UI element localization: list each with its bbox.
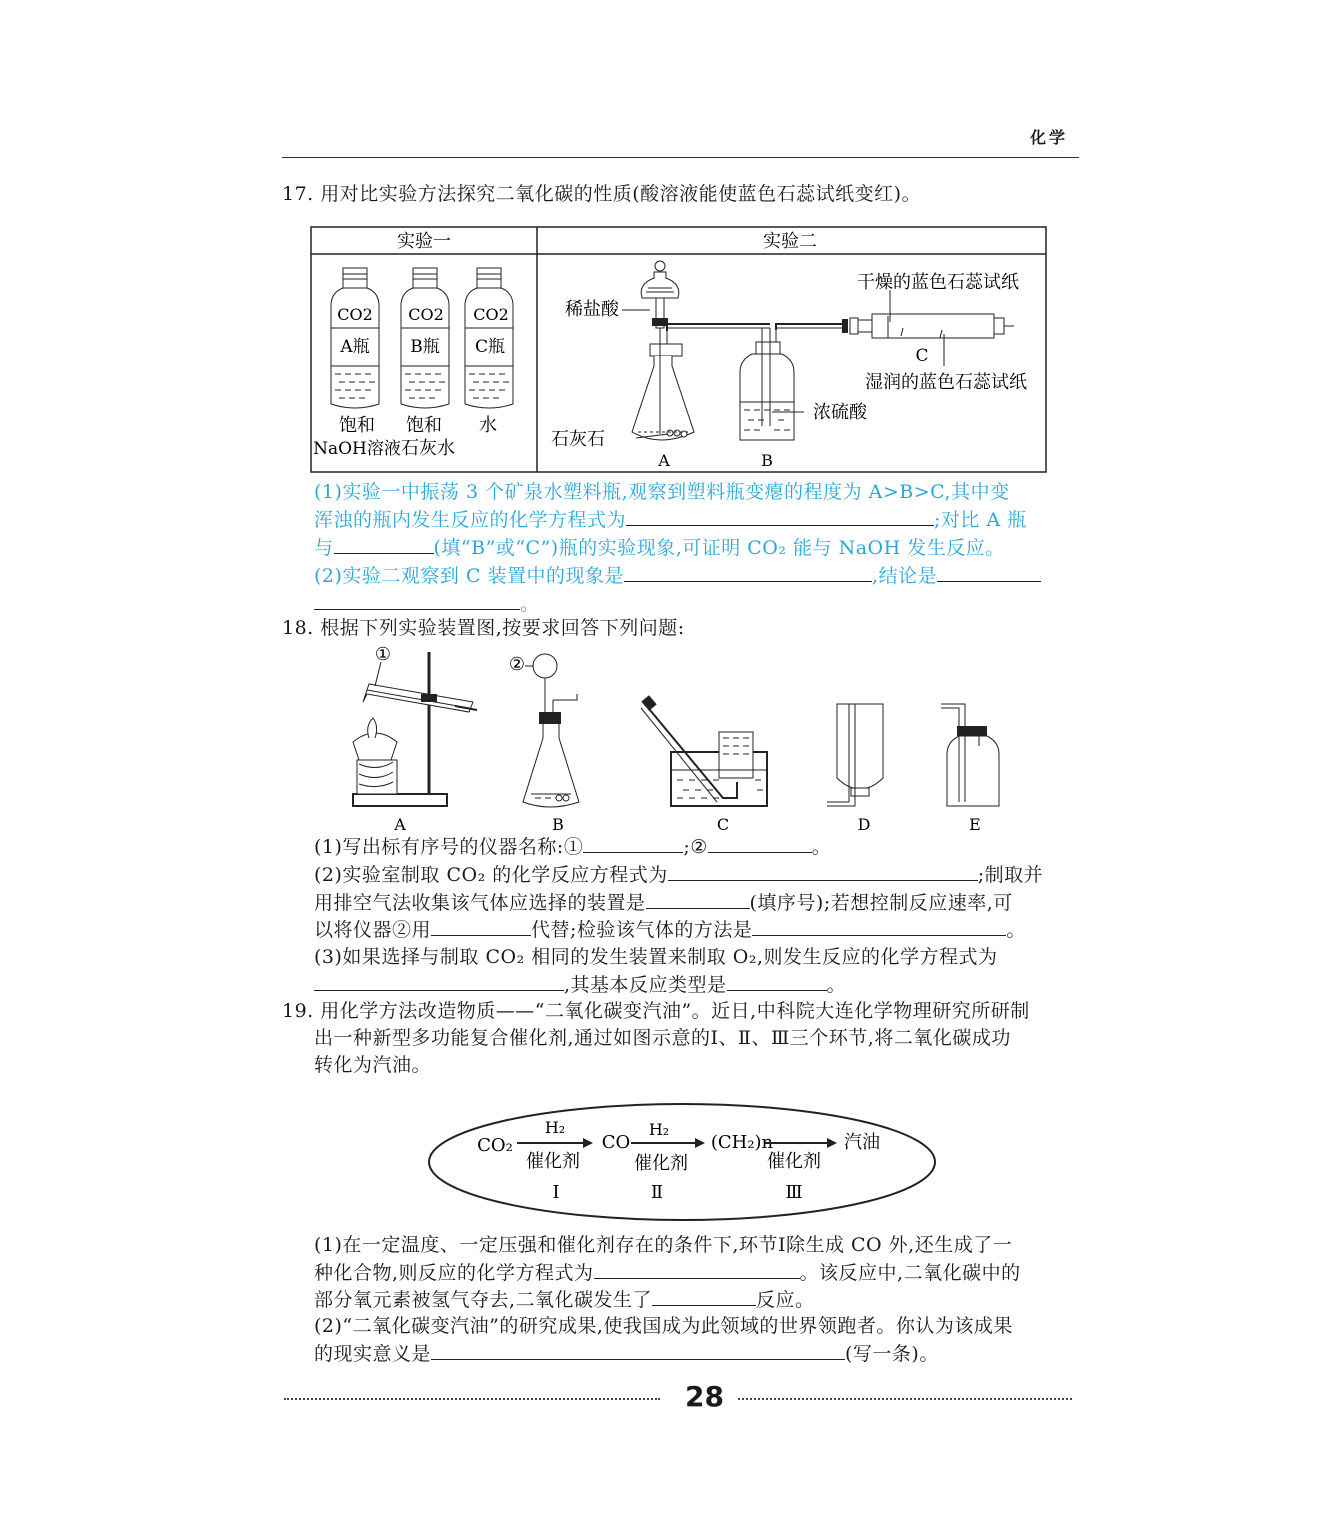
apparatus-a xyxy=(353,644,477,806)
q18-stem: 18. 根据下列实验装置图,按要求回答下列问题: xyxy=(282,617,685,639)
q19-p1-l2a: 种化合物,则反应的化学方程式为 xyxy=(314,1262,594,1284)
label-c: C xyxy=(716,815,730,834)
bottle-b-gas: CO2 xyxy=(408,305,444,324)
diagram-gasoline: 汽油 xyxy=(844,1132,880,1153)
q17-p2-l1b: ,结论是 xyxy=(872,565,938,587)
q19-significance-blank[interactable] xyxy=(431,1339,845,1360)
q18-p1 xyxy=(314,832,831,861)
page-number: 28 xyxy=(685,1380,724,1413)
diagram-step-2: Ⅱ xyxy=(650,1182,664,1203)
q19-p1-l3 xyxy=(314,1285,815,1314)
diagram-co2: CO₂ xyxy=(477,1135,513,1156)
bottle-b-liquid-1: 饱和 xyxy=(406,415,442,436)
marker-2: ② xyxy=(508,654,526,675)
bottle-c-gas: CO2 xyxy=(473,305,509,324)
label-wet-paper: 湿润的蓝色石蕊试纸 xyxy=(865,372,1027,393)
bottle-b xyxy=(401,268,455,459)
exp1-header: 实验一 xyxy=(397,231,451,252)
diagram-h2-1: H₂ xyxy=(544,1118,566,1137)
label-acid: 稀盐酸 xyxy=(565,299,619,320)
q17-p2-l2: 。 xyxy=(520,593,540,615)
diagram-catalyst-1: 催化剂 xyxy=(526,1151,580,1172)
q17-p1-l3 xyxy=(314,533,1005,562)
q18-p1a: (1)写出标有序号的仪器名称:① xyxy=(314,836,584,858)
label-dry-paper: 干燥的蓝色石蕊试纸 xyxy=(857,272,1019,293)
q18-p3-l2 xyxy=(314,970,846,999)
q18-instrument-2-blank[interactable] xyxy=(708,832,812,853)
bottle-a-liquid-1: 饱和 xyxy=(339,415,375,436)
label-sulfuric: 浓硫酸 xyxy=(813,402,867,423)
q17-p1-l3b: (填“B”或“C”)瓶的实验现象,可证明 CO₂ 能与 NaOH 发生反应。 xyxy=(433,537,1005,559)
q18-p3-l1: (3)如果选择与制取 CO₂ 相同的发生装置来制取 O₂,则发生反应的化学方程式为 xyxy=(314,946,998,968)
diagram-catalyst-2: 催化剂 xyxy=(634,1153,688,1174)
q17-conclusion-blank-1[interactable] xyxy=(937,561,1041,582)
q18-reaction-type-blank[interactable] xyxy=(727,970,827,991)
q18-test-method-blank[interactable] xyxy=(752,915,1006,936)
q19-equation-blank[interactable] xyxy=(594,1258,800,1279)
q18-replace-blank[interactable] xyxy=(431,915,531,936)
q19-p1-l2b: 。该反应中,二氧化碳中的 xyxy=(799,1262,1021,1284)
label-tube-c: C xyxy=(915,346,929,366)
q17-p2-l1 xyxy=(314,561,1041,590)
bottle-c-name: C瓶 xyxy=(474,337,506,357)
label-a: A xyxy=(394,815,406,834)
q19-p2-l2b: (写一条)。 xyxy=(845,1343,939,1365)
q17-stem: 17. 用对比实验方法探究二氧化碳的性质(酸溶液能使蓝色石蕊试纸变红)。 xyxy=(282,183,922,205)
q17-p1-l2a: 浑浊的瓶内发生反应的化学方程式为 xyxy=(314,509,627,531)
q17-p1-l3a: 与 xyxy=(314,537,334,559)
q18-device-blank[interactable] xyxy=(646,888,750,909)
label-e: E xyxy=(969,815,981,834)
q17-conclusion-blank-2[interactable] xyxy=(314,589,520,610)
apparatus-b xyxy=(509,654,579,807)
label-bottle-b: B xyxy=(761,451,773,470)
marker-1: ① xyxy=(374,644,392,665)
footer-dots-left xyxy=(284,1398,660,1400)
q19-stem-l3: 转化为汽油。 xyxy=(314,1054,432,1076)
q18-p2-l1b: ;制取并 xyxy=(977,864,1044,886)
q19-stem-l1: 19. 用化学方法改造物质——“二氧化碳变汽油”。近日,中科院大连化学物理研究所研制 xyxy=(282,1000,1030,1022)
q18-p2-l1a: (2)实验室制取 CO₂ 的化学反应方程式为 xyxy=(314,864,668,886)
q18-p2-l1 xyxy=(314,860,1043,889)
bottle-a xyxy=(313,268,401,459)
label-limestone: 石灰石 xyxy=(551,429,605,450)
q17-p1-l1: (1)实验一中振荡 3 个矿泉水塑料瓶,观察到塑料瓶变瘪的程度为 A>B>C,其中变 xyxy=(314,481,1010,503)
q18-p1b: ;② xyxy=(683,836,708,858)
q19-p2-l2 xyxy=(314,1339,939,1368)
q18-p2-l3a: 以将仪器②用 xyxy=(314,919,432,941)
q18-p2-l2a: 用排空气法收集该气体应选择的装置是 xyxy=(314,892,646,914)
q19-p2-l2a: 的现实意义是 xyxy=(314,1343,432,1365)
footer-dots-right xyxy=(738,1398,1072,1400)
q17-compare-blank[interactable] xyxy=(334,533,434,554)
q19-stem-l2: 出一种新型多功能复合催化剂,通过如图示意的Ⅰ、Ⅱ、Ⅲ三个环节,将二氧化碳成功 xyxy=(314,1027,1011,1049)
q17-p1-l2 xyxy=(314,505,1027,534)
apparatus-c xyxy=(641,695,767,806)
q19-reaction-blank[interactable] xyxy=(652,1285,756,1306)
bottle-c-liquid-1: 水 xyxy=(479,415,497,436)
diagram-ch2n: (CH₂)n xyxy=(710,1132,774,1153)
bottle-a-name: A瓶 xyxy=(340,337,370,357)
q19-p1-l3b: 反应。 xyxy=(756,1289,815,1311)
q19-p1-l2 xyxy=(314,1258,1021,1287)
subject-header: 化学 xyxy=(1030,128,1069,147)
q19-p2-l1: (2)“二氧化碳变汽油”的研究成果,使我国成为此领域的世界领跑者。你认为该成果 xyxy=(314,1315,1013,1337)
bottle-b-liquid-2: 石灰水 xyxy=(401,438,455,459)
label-d: D xyxy=(857,815,871,834)
q18-p3-l2a: ,其基本反应类型是 xyxy=(564,974,727,996)
q17-p1-l2b: ;对比 A 瓶 xyxy=(934,509,1027,531)
q18-p2-l3c: 。 xyxy=(1006,919,1026,941)
bottle-a-liquid-2: NaOH溶液 xyxy=(313,439,401,459)
bottle-a-gas: CO2 xyxy=(337,305,373,324)
q18-p2-l3b: 代替;检验该气体的方法是 xyxy=(531,919,753,941)
apparatus-e xyxy=(941,704,999,806)
q18-p1c: 。 xyxy=(811,836,832,858)
diagram-catalyst-3: 催化剂 xyxy=(767,1151,821,1172)
q19-p1-l3a: 部分氧元素被氢气夺去,二氧化碳发生了 xyxy=(314,1289,653,1311)
exp2-header: 实验二 xyxy=(763,231,817,252)
q17-experiment-table xyxy=(310,226,1048,474)
q18-apparatus-figure xyxy=(345,642,1015,834)
label-b: B xyxy=(552,815,564,834)
q18-p2-l3 xyxy=(314,915,1026,944)
q19-process-diagram xyxy=(425,1100,939,1224)
apparatus-d xyxy=(827,704,883,806)
q18-p3-l2b: 。 xyxy=(826,974,847,996)
q18-p2-l2 xyxy=(314,888,1013,917)
q17-p2-l1a: (2)实验二观察到 C 装置中的现象是 xyxy=(314,565,625,587)
q17-phenomenon-blank[interactable] xyxy=(624,561,872,582)
header-rule xyxy=(282,157,1079,158)
q17-equation-blank[interactable] xyxy=(626,505,934,526)
q18-o2-equation-blank[interactable] xyxy=(314,970,564,991)
q18-instrument-1-blank[interactable] xyxy=(583,832,683,853)
diagram-h2-2: H₂ xyxy=(648,1120,670,1139)
q18-co2-equation-blank[interactable] xyxy=(668,860,978,881)
diagram-step-1: Ⅰ xyxy=(552,1182,560,1203)
bottle-b-name: B瓶 xyxy=(410,337,440,357)
diagram-step-3: Ⅲ xyxy=(785,1182,803,1203)
bottle-c xyxy=(465,268,513,436)
label-flask-a: A xyxy=(658,451,670,470)
q18-p2-l2b: (填序号);若想控制反应速率,可 xyxy=(749,892,1013,914)
diagram-co: CO xyxy=(601,1132,631,1153)
q19-p1-l1: (1)在一定温度、一定压强和催化剂存在的条件下,环节Ⅰ除生成 CO 外,还生成了一 xyxy=(314,1234,1013,1256)
